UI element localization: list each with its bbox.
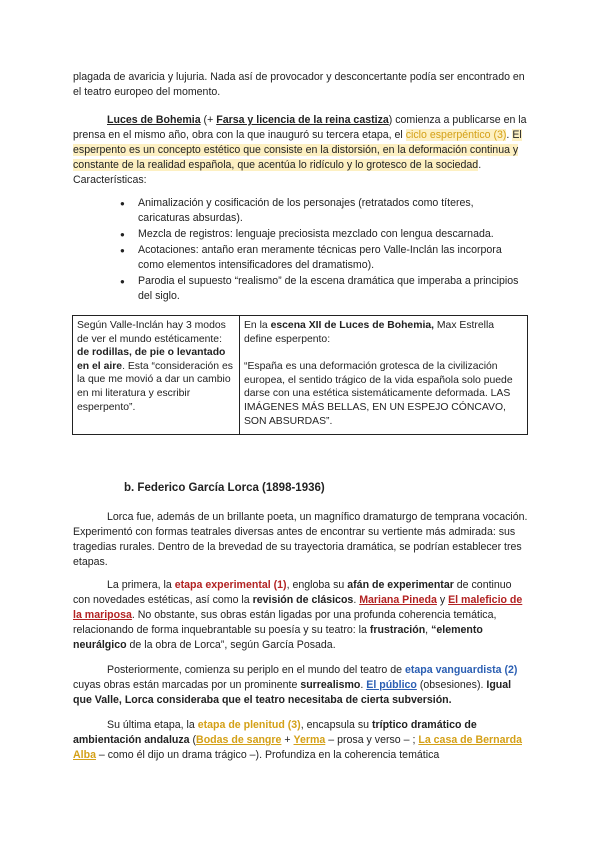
- list-item: ● Mezcla de registros: lenguaje preciosista mezclado con lengua descarnada.: [120, 227, 520, 242]
- list-item: ● Animalización y cosificación de los personajes (retratados como títeres, caricaturas absurdas).: [120, 196, 520, 226]
- text-span: .: [360, 679, 367, 691]
- max-estrella-quote: “España es una deformación grotesca de la civilización europea, el sentido trágico de la vida española solo puede darse con una estética sistemáticamente deformada. LAS IMÁGENES MÁS BELLAS, EN UN ESPEJO CÓNCAVO, SON ABSURDAS”.: [244, 361, 513, 427]
- text-bold: afán de experimentar: [347, 579, 454, 591]
- paragraph-etapa-vanguardista: [73, 663, 528, 708]
- text-span: .: [353, 594, 360, 606]
- text-bold: surrealismo: [300, 679, 361, 691]
- section-heading-lorca: b. Federico García Lorca (1898-1936): [124, 482, 325, 494]
- work-title-farsa: Farsa y licencia de la reina castiza: [216, 114, 389, 126]
- paragraph-luces-de-bohemia: [73, 113, 528, 188]
- table-cell-left: [73, 316, 240, 435]
- table-cell-right: [240, 316, 528, 435]
- work-title-yerma: Yerma: [293, 734, 326, 746]
- text-bold: de rodillas, de pie o levantado en el aire: [77, 347, 226, 372]
- text-span: , encapsula su: [300, 719, 372, 731]
- list-item: ● Parodia el supuesto “realismo” de la escena dramática que imperaba a principios del siglo.: [120, 274, 520, 304]
- etapa-experimental-label: etapa experimental (1): [174, 579, 287, 591]
- esperpento-table: [72, 315, 528, 435]
- work-title-maleficio: El maleficio de la mariposa: [73, 594, 523, 621]
- paragraph-intro: plagada de avaricia y lujuria. Nada así de provocador y desconcertante podía ser encontrado en el teatro europeo del momento.: [73, 71, 525, 98]
- paragraph-lorca-intro: Lorca fue, además de un brillante poeta, un magnífico dramaturgo de temprana vocación. Experimentó con formas teatrales diversas antes de encontrar su vertiente más admirada: sus tragedias rurales. Dentro de la brevedad de su trayectoria dramática, se podrían establecer tres etapas.: [73, 511, 528, 568]
- text-bold: escena XII de Luces de Bohemia,: [270, 320, 435, 331]
- text-span: – prosa y verso – ;: [325, 734, 419, 746]
- text-span: ,: [425, 624, 432, 636]
- paragraph-etapa-experimental: [73, 578, 528, 653]
- text-span: de la obra de Lorca”, según García Posada.: [126, 639, 336, 651]
- text-span: (: [189, 734, 197, 746]
- text-bold: Igual que Valle, Lorca consideraba que el teatro necesitaba de cierta subversión.: [73, 679, 512, 706]
- text-span: Su última etapa, la: [107, 719, 198, 731]
- text-span: , engloba su: [286, 579, 348, 591]
- text-span: En la: [244, 320, 271, 331]
- text-span: (+: [200, 114, 217, 126]
- text-bold: revisión de clásicos: [252, 594, 354, 606]
- text-span: +: [281, 734, 294, 746]
- text-span: de continuo con novedades estéticas, así como la: [73, 579, 512, 606]
- text-span: Posteriormente, comienza su periplo en el mundo del teatro de: [107, 664, 405, 676]
- work-title-luces: Luces de Bohemia: [107, 114, 201, 126]
- text-span: Max Estrella define esperpento:: [244, 320, 495, 345]
- text-span: (obsesiones).: [416, 679, 487, 691]
- esperpento-definition-highlight: El esperpento es un concepto estético que consiste en la distorsión, en la deformación continua y constante de la realidad española, que acentúa lo ridículo y lo grotesco de la sociedad: [73, 129, 522, 171]
- text-span: – como él dijo un drama trágico –). Profundiza en la coherencia temática: [95, 749, 440, 761]
- work-title-el-publico: El público: [366, 679, 417, 691]
- text-bold: tríptico dramático de ambientación andaluza: [73, 719, 477, 746]
- text-span: ) comienza a publicarse en la prensa en el mismo año, obra con la que inauguró su tercera etapa, el: [73, 114, 527, 141]
- text-span: . Características:: [73, 159, 482, 186]
- text-span: cuyas obras están marcadas por un prominente: [73, 679, 301, 691]
- text-span: .: [506, 129, 513, 141]
- ciclo-esperpentico: ciclo esperpéntico (3): [405, 129, 507, 141]
- paragraph-etapa-plenitud: [73, 718, 528, 763]
- text-span: . No obstante, sus obras están ligadas por una profunda coherencia temática, relacionando de forma inquebrantable su poesía y su teatro: la: [73, 609, 497, 636]
- work-title-bodas: Bodas de sangre: [196, 734, 282, 746]
- text-span: . Esta “consideración es la que me movió a dar un cambio en mi literatura y escribir esperpento”.: [77, 360, 233, 413]
- work-title-casa-bernarda: La casa de Bernarda Alba: [73, 734, 522, 761]
- list-item: ● Acotaciones: antaño eran meramente técnicas pero Valle-Inclán las incorpora como elementos intensificadores del dramatismo).: [120, 243, 520, 273]
- work-title-mariana-pineda: Mariana Pineda: [359, 594, 437, 606]
- etapa-plenitud-label: etapa de plenitud (3): [197, 719, 301, 731]
- text-span: y: [436, 594, 449, 606]
- characteristics-list: [120, 196, 520, 305]
- text-bold: frustración: [369, 624, 426, 636]
- text-span: La primera, la: [107, 579, 175, 591]
- etapa-vanguardista-label: etapa vanguardista (2): [404, 664, 518, 676]
- text-span: Según Valle-Inclán hay 3 modos de ver el mundo estéticamente:: [77, 320, 226, 345]
- text-bold: “elemento neurálgico: [73, 624, 483, 651]
